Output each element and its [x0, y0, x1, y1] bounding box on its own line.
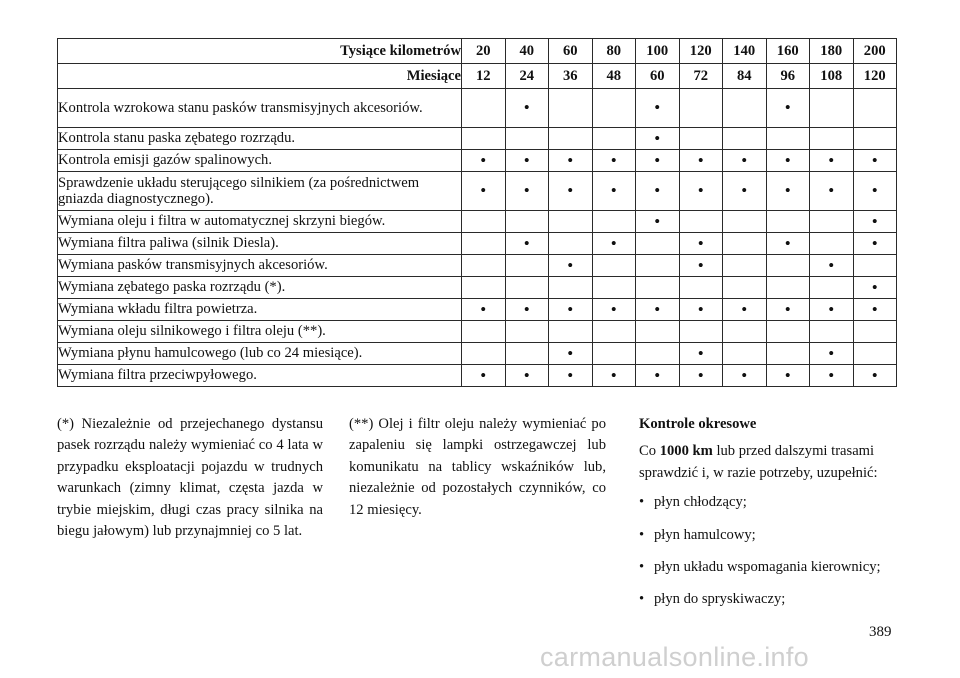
months-value: 24 — [505, 64, 549, 89]
service-mark: • — [810, 343, 854, 365]
table-row — [58, 321, 897, 343]
service-mark: • — [723, 172, 767, 211]
service-mark: • — [766, 365, 810, 387]
service-mark: • — [462, 172, 506, 211]
empty-cell — [810, 233, 854, 255]
list-item — [639, 557, 899, 578]
km-value: 140 — [723, 39, 767, 64]
service-item-label: Kontrola stanu paska zębatego rozrządu. — [58, 128, 462, 150]
empty-cell — [462, 277, 506, 299]
empty-cell — [592, 277, 636, 299]
service-mark: • — [853, 172, 897, 211]
service-mark: • — [853, 150, 897, 172]
service-mark: • — [636, 172, 680, 211]
service-mark: • — [636, 89, 680, 128]
service-mark: • — [766, 172, 810, 211]
empty-cell — [853, 128, 897, 150]
page-number: 389 — [869, 624, 892, 640]
service-mark: • — [549, 365, 593, 387]
service-mark: • — [549, 150, 593, 172]
service-mark: • — [766, 150, 810, 172]
service-mark: • — [766, 89, 810, 128]
service-mark: • — [592, 299, 636, 321]
empty-cell — [505, 277, 549, 299]
empty-cell — [592, 343, 636, 365]
intro-text-after: lub przed dalszymi trasami sprawdzić i, w razie potrzeby, uzupełnić: — [639, 443, 878, 481]
service-mark: • — [636, 365, 680, 387]
service-item-label: Sprawdzenie układu sterującego silnikiem (za pośrednictwem gniazda diagnostycznego). — [58, 172, 462, 211]
service-mark: • — [592, 233, 636, 255]
service-mark: • — [462, 365, 506, 387]
months-value: 84 — [723, 64, 767, 89]
footnote-timing-belt — [57, 414, 323, 542]
table-row — [58, 172, 897, 211]
service-mark: • — [810, 365, 854, 387]
service-mark: • — [636, 150, 680, 172]
periodic-checks-section — [639, 414, 899, 622]
empty-cell — [462, 321, 506, 343]
table-row — [58, 343, 897, 365]
footnote-timing-belt-text: (*) Niezależnie od przejechanego dystansu pasek rozrządu należy wymieniać co 4 lata w przypadku eksploatacji pojazdu w trudnych warunkach (zimny klimat, częsta jazda w trybie miejskim, długi czas pracy silnika na biegu jałowym) lub przynajmniej co 5 lat. — [57, 416, 323, 540]
empty-cell — [636, 343, 680, 365]
km-value: 80 — [592, 39, 636, 64]
service-mark: • — [462, 299, 506, 321]
service-mark: • — [636, 211, 680, 233]
km-value: 120 — [679, 39, 723, 64]
empty-cell — [592, 321, 636, 343]
empty-cell — [723, 277, 767, 299]
service-mark: • — [679, 299, 723, 321]
months-value: 108 — [810, 64, 854, 89]
empty-cell — [766, 343, 810, 365]
service-mark: • — [810, 255, 854, 277]
footnote-oil-change — [349, 414, 606, 521]
empty-cell — [636, 277, 680, 299]
bullet-icon: • — [639, 526, 645, 543]
empty-cell — [853, 343, 897, 365]
service-mark: • — [853, 211, 897, 233]
empty-cell — [462, 233, 506, 255]
table-row — [58, 150, 897, 172]
service-mark: • — [592, 172, 636, 211]
months-value: 36 — [549, 64, 593, 89]
service-mark: • — [505, 150, 549, 172]
empty-cell — [462, 211, 506, 233]
periodic-checks-title: Kontrole okresowe — [639, 416, 757, 432]
service-item-label: Wymiana filtra przeciwpyłowego. — [58, 365, 462, 387]
empty-cell — [853, 255, 897, 277]
empty-cell — [679, 277, 723, 299]
empty-cell — [592, 89, 636, 128]
service-mark: • — [853, 277, 897, 299]
empty-cell — [592, 211, 636, 233]
service-mark: • — [549, 255, 593, 277]
empty-cell — [549, 211, 593, 233]
service-mark: • — [505, 172, 549, 211]
empty-cell — [766, 211, 810, 233]
fluid-check-list — [639, 492, 899, 611]
empty-cell — [723, 321, 767, 343]
service-mark: • — [679, 150, 723, 172]
empty-cell — [679, 128, 723, 150]
empty-cell — [723, 255, 767, 277]
empty-cell — [766, 277, 810, 299]
service-mark: • — [679, 365, 723, 387]
empty-cell — [505, 211, 549, 233]
months-value: 60 — [636, 64, 680, 89]
service-mark: • — [723, 299, 767, 321]
table-row — [58, 211, 897, 233]
empty-cell — [462, 343, 506, 365]
km-value: 20 — [462, 39, 506, 64]
empty-cell — [505, 255, 549, 277]
service-item-label: Wymiana zębatego paska rozrządu (*). — [58, 277, 462, 299]
km-value: 180 — [810, 39, 854, 64]
empty-cell — [549, 233, 593, 255]
empty-cell — [592, 255, 636, 277]
service-mark: • — [810, 150, 854, 172]
empty-cell — [549, 277, 593, 299]
empty-cell — [462, 89, 506, 128]
empty-cell — [810, 128, 854, 150]
service-mark: • — [853, 299, 897, 321]
bullet-icon: • — [639, 559, 645, 576]
empty-cell — [549, 89, 593, 128]
empty-cell — [636, 255, 680, 277]
km-value: 40 — [505, 39, 549, 64]
months-value: 48 — [592, 64, 636, 89]
empty-cell — [810, 321, 854, 343]
empty-cell — [810, 89, 854, 128]
list-item-text: płyn chłodzący; — [654, 494, 747, 511]
list-item-text: płyn układu wspomagania kierownicy; — [654, 559, 881, 576]
km-value: 60 — [549, 39, 593, 64]
empty-cell — [679, 321, 723, 343]
service-mark: • — [636, 299, 680, 321]
table-row — [58, 299, 897, 321]
bullet-icon: • — [639, 494, 645, 511]
watermark-logo: carmanualsonline.info — [540, 642, 809, 672]
table-row — [58, 89, 897, 128]
empty-cell — [462, 128, 506, 150]
list-item-text: płyn do spryskiwaczy; — [654, 591, 786, 608]
service-mark: • — [462, 150, 506, 172]
empty-cell — [549, 321, 593, 343]
empty-cell — [723, 343, 767, 365]
months-header-label: Miesiące — [58, 64, 462, 89]
service-mark: • — [549, 343, 593, 365]
service-item-label: Wymiana płynu hamulcowego (lub co 24 miesiące). — [58, 343, 462, 365]
service-mark: • — [853, 233, 897, 255]
months-value: 96 — [766, 64, 810, 89]
service-mark: • — [766, 299, 810, 321]
empty-cell — [766, 255, 810, 277]
service-item-label: Wymiana oleju i filtra w automatycznej skrzyni biegów. — [58, 211, 462, 233]
months-value: 12 — [462, 64, 506, 89]
service-mark: • — [853, 365, 897, 387]
service-mark: • — [679, 172, 723, 211]
empty-cell — [636, 233, 680, 255]
empty-cell — [723, 89, 767, 128]
table-row — [58, 233, 897, 255]
service-item-label: Wymiana wkładu filtra powietrza. — [58, 299, 462, 321]
service-mark: • — [679, 233, 723, 255]
intro-text-before: Co — [639, 443, 660, 460]
km-header-label: Tysiące kilometrów — [58, 39, 462, 64]
empty-cell — [505, 128, 549, 150]
empty-cell — [766, 128, 810, 150]
intro-distance: 1000 km — [659, 443, 713, 460]
service-mark: • — [505, 233, 549, 255]
months-value: 120 — [853, 64, 897, 89]
empty-cell — [853, 89, 897, 128]
empty-cell — [810, 277, 854, 299]
empty-cell — [592, 128, 636, 150]
service-mark: • — [810, 172, 854, 211]
empty-cell — [810, 211, 854, 233]
empty-cell — [636, 321, 680, 343]
service-mark: • — [505, 89, 549, 128]
months-value: 72 — [679, 64, 723, 89]
list-item — [639, 492, 899, 513]
table-row — [58, 277, 897, 299]
empty-cell — [679, 89, 723, 128]
service-mark: • — [505, 365, 549, 387]
empty-cell — [723, 211, 767, 233]
empty-cell — [853, 321, 897, 343]
periodic-checks-intro — [639, 441, 899, 484]
km-value: 160 — [766, 39, 810, 64]
service-item-label: Wymiana filtra paliwa (silnik Diesla). — [58, 233, 462, 255]
table-row — [58, 255, 897, 277]
footnote-oil-change-text: (**) Olej i filtr oleju należy wymieniać po zapaleniu się lampki ostrzegawczej lub komunikatu na tablicy wskaźników lub, niezależnie od pozostałych czynników, co 12 miesięcy. — [349, 416, 606, 518]
months-header-row — [58, 64, 897, 89]
service-mark: • — [549, 172, 593, 211]
service-item-label: Wymiana pasków transmisyjnych akcesoriów. — [58, 255, 462, 277]
service-mark: • — [723, 365, 767, 387]
km-header-row — [58, 39, 897, 64]
service-mark: • — [723, 150, 767, 172]
list-item — [639, 589, 899, 610]
table-row — [58, 128, 897, 150]
maintenance-schedule-table — [57, 38, 897, 387]
empty-cell — [505, 321, 549, 343]
empty-cell — [723, 128, 767, 150]
list-item-text: płyn hamulcowy; — [654, 526, 756, 543]
service-mark: • — [592, 365, 636, 387]
service-mark: • — [505, 299, 549, 321]
service-mark: • — [636, 128, 680, 150]
service-item-label: Wymiana oleju silnikowego i filtra oleju (**). — [58, 321, 462, 343]
service-mark: • — [679, 255, 723, 277]
empty-cell — [462, 255, 506, 277]
empty-cell — [766, 321, 810, 343]
km-value: 100 — [636, 39, 680, 64]
service-item-label: Kontrola emisji gazów spalinowych. — [58, 150, 462, 172]
table-row — [58, 365, 897, 387]
service-mark: • — [679, 343, 723, 365]
service-mark: • — [592, 150, 636, 172]
empty-cell — [679, 211, 723, 233]
service-mark: • — [810, 299, 854, 321]
empty-cell — [549, 128, 593, 150]
service-mark: • — [549, 299, 593, 321]
service-mark: • — [766, 233, 810, 255]
empty-cell — [505, 343, 549, 365]
list-item — [639, 525, 899, 546]
service-item-label: Kontrola wzrokowa stanu pasków transmisyjnych akcesoriów. — [58, 89, 462, 128]
km-value: 200 — [853, 39, 897, 64]
empty-cell — [723, 233, 767, 255]
bullet-icon: • — [639, 591, 645, 608]
